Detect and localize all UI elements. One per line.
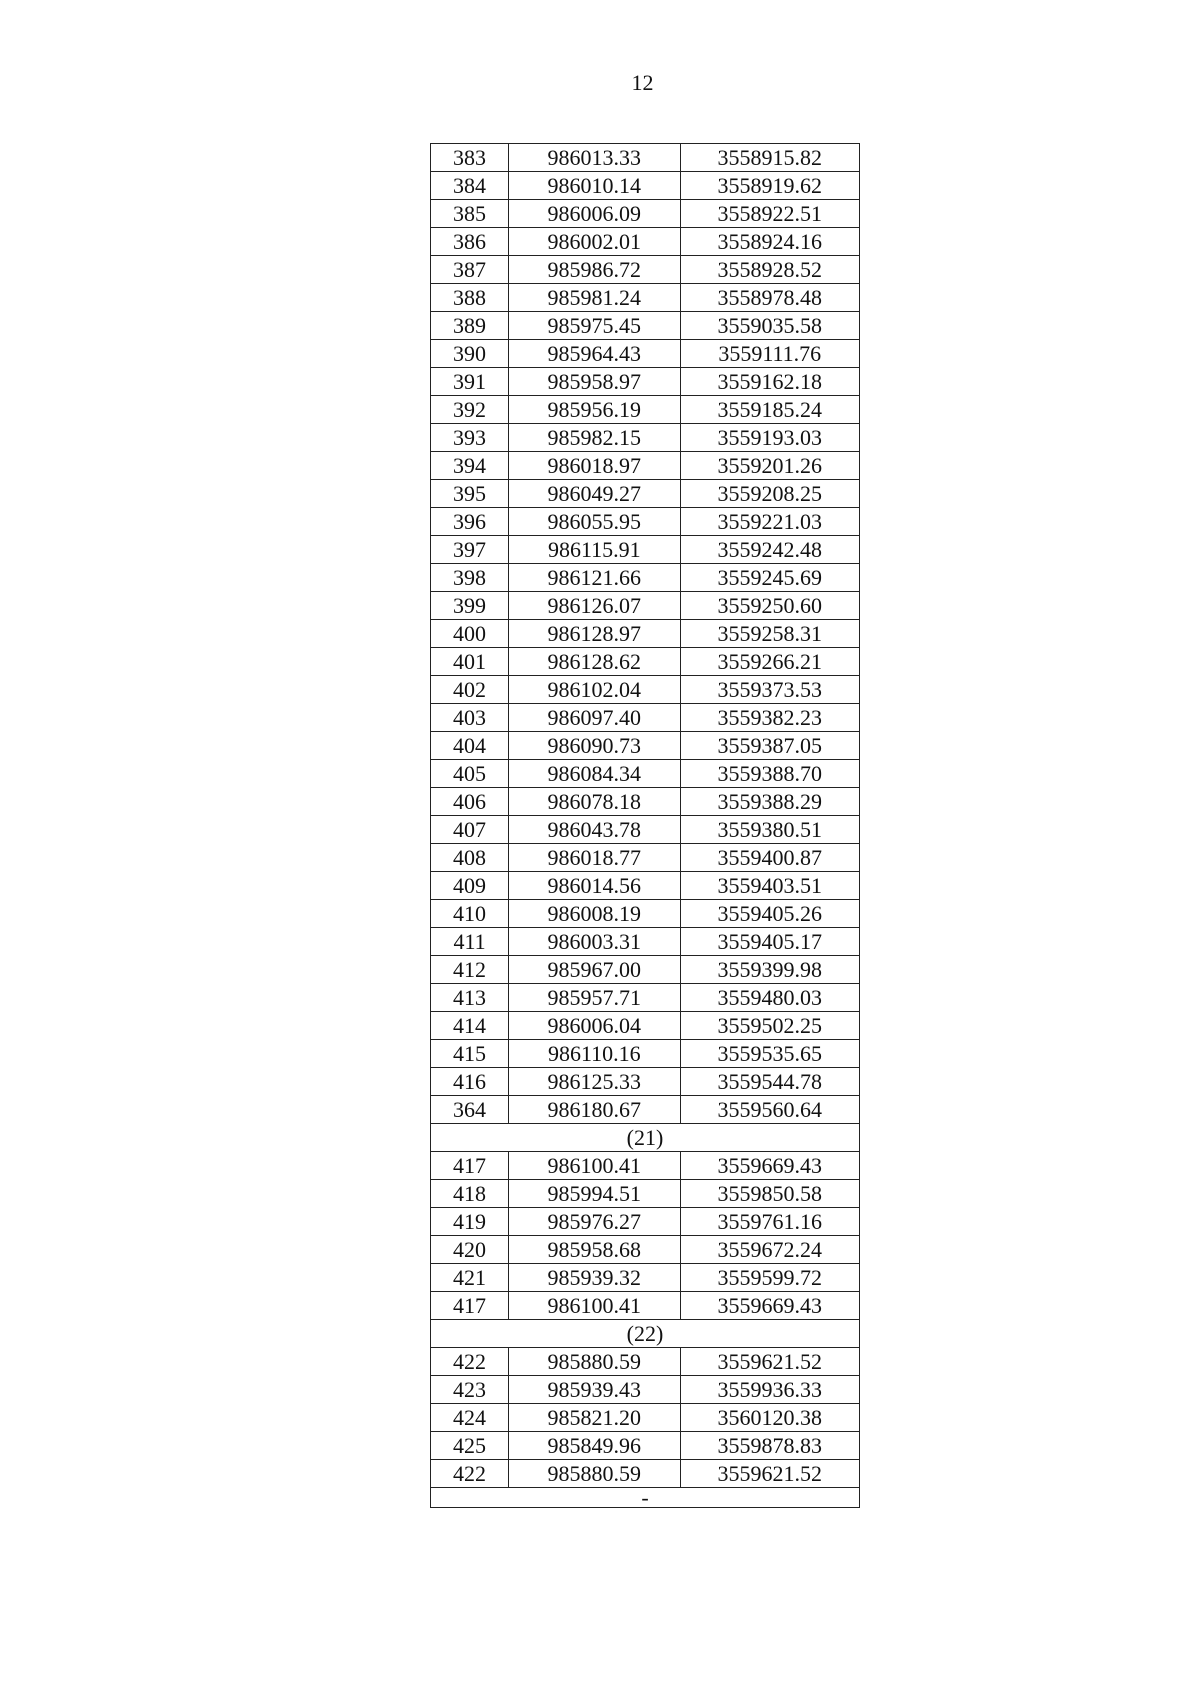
table-row xyxy=(431,424,860,452)
table-row xyxy=(431,788,860,816)
table-row xyxy=(431,1012,860,1040)
point-number-cell: 408 xyxy=(431,844,509,872)
table-row xyxy=(431,1180,860,1208)
y-coordinate-cell: 3559405.26 xyxy=(680,900,859,928)
x-coordinate-cell: 985939.43 xyxy=(509,1376,680,1404)
point-number-cell: 423 xyxy=(431,1376,509,1404)
y-coordinate-cell: 3558915.82 xyxy=(680,144,859,172)
x-coordinate-cell: 985986.72 xyxy=(509,256,680,284)
x-coordinate-cell: 985967.00 xyxy=(509,956,680,984)
x-coordinate-cell: 985975.45 xyxy=(509,312,680,340)
table-row xyxy=(431,704,860,732)
x-coordinate-cell: 986084.34 xyxy=(509,760,680,788)
table-row xyxy=(431,1460,860,1488)
table-row xyxy=(431,312,860,340)
x-coordinate-cell: 985958.68 xyxy=(509,1236,680,1264)
x-coordinate-cell: 986049.27 xyxy=(509,480,680,508)
point-number-cell: 393 xyxy=(431,424,509,452)
x-coordinate-cell: 985981.24 xyxy=(509,284,680,312)
point-number-cell: 425 xyxy=(431,1432,509,1460)
point-number-cell: 412 xyxy=(431,956,509,984)
table-row xyxy=(431,200,860,228)
table-row xyxy=(431,1264,860,1292)
point-number-cell: 417 xyxy=(431,1292,509,1320)
point-number-cell: 402 xyxy=(431,676,509,704)
point-number-cell: 409 xyxy=(431,872,509,900)
empty-row xyxy=(431,1488,860,1508)
y-coordinate-cell: 3559502.25 xyxy=(680,1012,859,1040)
y-coordinate-cell: 3559221.03 xyxy=(680,508,859,536)
y-coordinate-cell: 3559850.58 xyxy=(680,1180,859,1208)
point-number-cell: 395 xyxy=(431,480,509,508)
table-row xyxy=(431,592,860,620)
y-coordinate-cell: 3559208.25 xyxy=(680,480,859,508)
point-number-cell: 407 xyxy=(431,816,509,844)
x-coordinate-cell: 986078.18 xyxy=(509,788,680,816)
x-coordinate-cell: 985939.32 xyxy=(509,1264,680,1292)
y-coordinate-cell: 3558924.16 xyxy=(680,228,859,256)
point-number-cell: 391 xyxy=(431,368,509,396)
point-number-cell: 418 xyxy=(431,1180,509,1208)
table-row xyxy=(431,172,860,200)
x-coordinate-cell: 985958.97 xyxy=(509,368,680,396)
point-number-cell: 424 xyxy=(431,1404,509,1432)
y-coordinate-cell: 3558919.62 xyxy=(680,172,859,200)
x-coordinate-cell: 986013.33 xyxy=(509,144,680,172)
point-number-cell: 415 xyxy=(431,1040,509,1068)
point-number-cell: 399 xyxy=(431,592,509,620)
x-coordinate-cell: 986100.41 xyxy=(509,1152,680,1180)
x-coordinate-cell: 986043.78 xyxy=(509,816,680,844)
point-number-cell: 401 xyxy=(431,648,509,676)
x-coordinate-cell: 986018.77 xyxy=(509,844,680,872)
x-coordinate-cell: 986126.07 xyxy=(509,592,680,620)
table-row xyxy=(431,844,860,872)
x-coordinate-cell: 986102.04 xyxy=(509,676,680,704)
y-coordinate-cell: 3559250.60 xyxy=(680,592,859,620)
x-coordinate-cell: 985821.20 xyxy=(509,1404,680,1432)
table-row xyxy=(431,760,860,788)
y-coordinate-cell: 3559544.78 xyxy=(680,1068,859,1096)
point-number-cell: 384 xyxy=(431,172,509,200)
x-coordinate-cell: 986100.41 xyxy=(509,1292,680,1320)
x-coordinate-cell: 985994.51 xyxy=(509,1180,680,1208)
point-number-cell: 422 xyxy=(431,1348,509,1376)
x-coordinate-cell: 986018.97 xyxy=(509,452,680,480)
y-coordinate-cell: 3559621.52 xyxy=(680,1460,859,1488)
x-coordinate-cell: 986090.73 xyxy=(509,732,680,760)
y-coordinate-cell: 3559936.33 xyxy=(680,1376,859,1404)
table-row xyxy=(431,816,860,844)
table-row xyxy=(431,1348,860,1376)
point-number-cell: 390 xyxy=(431,340,509,368)
y-coordinate-cell: 3559373.53 xyxy=(680,676,859,704)
point-number-cell: 416 xyxy=(431,1068,509,1096)
table-row xyxy=(431,564,860,592)
section-header-row xyxy=(431,1124,860,1152)
point-number-cell: 388 xyxy=(431,284,509,312)
point-number-cell: 385 xyxy=(431,200,509,228)
point-number-cell: 383 xyxy=(431,144,509,172)
table-row xyxy=(431,480,860,508)
table-row xyxy=(431,984,860,1012)
table-row xyxy=(431,648,860,676)
y-coordinate-cell: 3559535.65 xyxy=(680,1040,859,1068)
coordinates-table xyxy=(430,143,860,1508)
table-row xyxy=(431,396,860,424)
x-coordinate-cell: 986010.14 xyxy=(509,172,680,200)
y-coordinate-cell: 3559388.70 xyxy=(680,760,859,788)
y-coordinate-cell: 3559599.72 xyxy=(680,1264,859,1292)
y-coordinate-cell: 3560120.38 xyxy=(680,1404,859,1432)
point-number-cell: 389 xyxy=(431,312,509,340)
point-number-cell: 396 xyxy=(431,508,509,536)
y-coordinate-cell: 3559380.51 xyxy=(680,816,859,844)
x-coordinate-cell: 985849.96 xyxy=(509,1432,680,1460)
y-coordinate-cell: 3559400.87 xyxy=(680,844,859,872)
table-row xyxy=(431,340,860,368)
page-number: 12 xyxy=(631,70,654,95)
y-coordinate-cell: 3559111.76 xyxy=(680,340,859,368)
table-row xyxy=(431,228,860,256)
y-coordinate-cell: 3559399.98 xyxy=(680,956,859,984)
x-coordinate-cell: 986097.40 xyxy=(509,704,680,732)
y-coordinate-cell: 3559242.48 xyxy=(680,536,859,564)
x-coordinate-cell: 985957.71 xyxy=(509,984,680,1012)
x-coordinate-cell: 985976.27 xyxy=(509,1208,680,1236)
y-coordinate-cell: 3559405.17 xyxy=(680,928,859,956)
point-number-cell: 414 xyxy=(431,1012,509,1040)
section-header-row xyxy=(431,1320,860,1348)
table-row xyxy=(431,732,860,760)
x-coordinate-cell: 986006.04 xyxy=(509,1012,680,1040)
x-coordinate-cell: 986014.56 xyxy=(509,872,680,900)
point-number-cell: 417 xyxy=(431,1152,509,1180)
x-coordinate-cell: 986006.09 xyxy=(509,200,680,228)
y-coordinate-cell: 3559162.18 xyxy=(680,368,859,396)
x-coordinate-cell: 986055.95 xyxy=(509,508,680,536)
table-row xyxy=(431,1068,860,1096)
point-number-cell: 386 xyxy=(431,228,509,256)
table-row xyxy=(431,1404,860,1432)
x-coordinate-cell: 986002.01 xyxy=(509,228,680,256)
x-coordinate-cell: 986008.19 xyxy=(509,900,680,928)
table-row xyxy=(431,536,860,564)
y-coordinate-cell: 3559621.52 xyxy=(680,1348,859,1376)
table-row xyxy=(431,900,860,928)
point-number-cell: 419 xyxy=(431,1208,509,1236)
table-row xyxy=(431,872,860,900)
table-row xyxy=(431,1040,860,1068)
y-coordinate-cell: 3559387.05 xyxy=(680,732,859,760)
point-number-cell: 405 xyxy=(431,760,509,788)
point-number-cell: 397 xyxy=(431,536,509,564)
point-number-cell: 403 xyxy=(431,704,509,732)
table-row xyxy=(431,620,860,648)
point-number-cell: 421 xyxy=(431,1264,509,1292)
x-coordinate-cell: 986115.91 xyxy=(509,536,680,564)
x-coordinate-cell: 986180.67 xyxy=(509,1096,680,1124)
point-number-cell: 392 xyxy=(431,396,509,424)
point-number-cell: 364 xyxy=(431,1096,509,1124)
x-coordinate-cell: 986121.66 xyxy=(509,564,680,592)
point-number-cell: 400 xyxy=(431,620,509,648)
footer-mark: - xyxy=(431,1488,860,1508)
y-coordinate-cell: 3559035.58 xyxy=(680,312,859,340)
y-coordinate-cell: 3559382.23 xyxy=(680,704,859,732)
table-row xyxy=(431,452,860,480)
table-row xyxy=(431,1208,860,1236)
table-row xyxy=(431,956,860,984)
table-row xyxy=(431,676,860,704)
x-coordinate-cell: 986110.16 xyxy=(509,1040,680,1068)
y-coordinate-cell: 3559480.03 xyxy=(680,984,859,1012)
x-coordinate-cell: 986003.31 xyxy=(509,928,680,956)
y-coordinate-cell: 3558922.51 xyxy=(680,200,859,228)
point-number-cell: 422 xyxy=(431,1460,509,1488)
point-number-cell: 406 xyxy=(431,788,509,816)
table-row xyxy=(431,1376,860,1404)
x-coordinate-cell: 986125.33 xyxy=(509,1068,680,1096)
section-label: (21) xyxy=(431,1124,860,1152)
y-coordinate-cell: 3559201.26 xyxy=(680,452,859,480)
point-number-cell: 398 xyxy=(431,564,509,592)
coordinates-table-body xyxy=(431,144,860,1508)
y-coordinate-cell: 3559560.64 xyxy=(680,1096,859,1124)
x-coordinate-cell: 985982.15 xyxy=(509,424,680,452)
y-coordinate-cell: 3559185.24 xyxy=(680,396,859,424)
x-coordinate-cell: 986128.62 xyxy=(509,648,680,676)
table-row xyxy=(431,144,860,172)
point-number-cell: 411 xyxy=(431,928,509,956)
table-row xyxy=(431,1236,860,1264)
point-number-cell: 394 xyxy=(431,452,509,480)
y-coordinate-cell: 3559761.16 xyxy=(680,1208,859,1236)
table-row xyxy=(431,1152,860,1180)
table-row xyxy=(431,368,860,396)
y-coordinate-cell: 3559258.31 xyxy=(680,620,859,648)
y-coordinate-cell: 3559672.24 xyxy=(680,1236,859,1264)
x-coordinate-cell: 985964.43 xyxy=(509,340,680,368)
x-coordinate-cell: 985880.59 xyxy=(509,1460,680,1488)
x-coordinate-cell: 986128.97 xyxy=(509,620,680,648)
point-number-cell: 413 xyxy=(431,984,509,1012)
y-coordinate-cell: 3559245.69 xyxy=(680,564,859,592)
section-label: (22) xyxy=(431,1320,860,1348)
y-coordinate-cell: 3558978.48 xyxy=(680,284,859,312)
x-coordinate-cell: 985956.19 xyxy=(509,396,680,424)
table-row xyxy=(431,1292,860,1320)
y-coordinate-cell: 3559878.83 xyxy=(680,1432,859,1460)
point-number-cell: 404 xyxy=(431,732,509,760)
table-row xyxy=(431,256,860,284)
table-row xyxy=(431,1096,860,1124)
y-coordinate-cell: 3559388.29 xyxy=(680,788,859,816)
table-row xyxy=(431,508,860,536)
y-coordinate-cell: 3558928.52 xyxy=(680,256,859,284)
table-row xyxy=(431,1432,860,1460)
x-coordinate-cell: 985880.59 xyxy=(509,1348,680,1376)
point-number-cell: 410 xyxy=(431,900,509,928)
table-row xyxy=(431,284,860,312)
point-number-cell: 387 xyxy=(431,256,509,284)
point-number-cell: 420 xyxy=(431,1236,509,1264)
y-coordinate-cell: 3559669.43 xyxy=(680,1152,859,1180)
y-coordinate-cell: 3559266.21 xyxy=(680,648,859,676)
y-coordinate-cell: 3559403.51 xyxy=(680,872,859,900)
table-row xyxy=(431,928,860,956)
y-coordinate-cell: 3559193.03 xyxy=(680,424,859,452)
y-coordinate-cell: 3559669.43 xyxy=(680,1292,859,1320)
